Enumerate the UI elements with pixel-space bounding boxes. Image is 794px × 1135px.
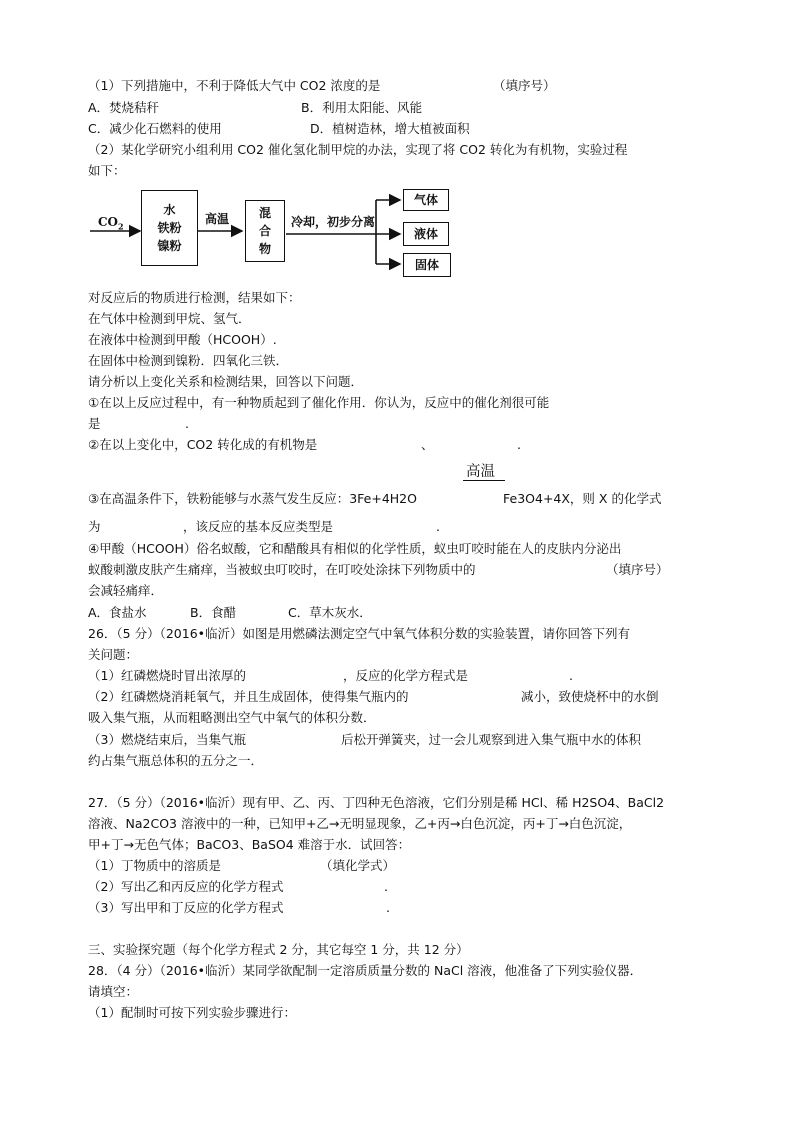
q26-sub1-mid: ，反应的化学方程式是: [343, 668, 469, 683]
reaction-condition-rule: [463, 480, 505, 481]
q26-text-cont: 关问题：: [88, 647, 139, 662]
subq1-text: ①在以上反应过程中，有一种物质起到了催化作用．你认为，反应中的催化剂很可能: [88, 395, 550, 410]
q27-text: 27．（5 分）（2016•临沂）现有甲、乙、丙、丁四种无色溶液，它们分别是稀 HCl、稀 H2SO4、BaCl2: [88, 795, 665, 810]
subq3-equation-right: Fe3O4+4X，则 X 的化学式: [503, 491, 662, 506]
q26-sub1: （1）红磷燃烧时冒出浓厚的: [88, 668, 246, 683]
result-intro: 对反应后的物质进行检测，结果如下：: [88, 290, 301, 305]
q28-sub1: （1）配制时可按下列实验步骤进行：: [88, 1005, 296, 1020]
subq2-end: .: [517, 437, 521, 452]
q2-text: （2）某化学研究小组利用 CO2 催化氢化制甲烷的办法，实现了将 CO2 转化为有机物，实验过程: [88, 142, 628, 157]
q28-text: 28．（4 分）（2016•临沂）某同学欲配制一定溶质质量分数的 NaCl 溶液，他准备了下列实验仪器．: [88, 963, 643, 978]
q27-sub2: （2）写出乙和丙反应的化学方程式: [88, 879, 284, 894]
q26-sub3-cont: 约占集气瓶总体积的五分之一．: [88, 753, 264, 768]
box-liquid: 液体: [403, 222, 449, 246]
result-gas: 在气体中检测到甲烷、氢气．: [88, 311, 251, 326]
box-gas: 气体: [403, 189, 449, 211]
subq4-option-a: A．食盐水: [88, 605, 147, 620]
option-c: C．减少化石燃料的使用: [88, 121, 222, 136]
q1-hint: （填序号）: [493, 78, 556, 93]
subq1-end: .: [185, 416, 189, 431]
box-mixture-line2: 合: [258, 224, 271, 238]
q27-sub3-end: .: [386, 900, 390, 915]
box-mixture-line3: 物: [258, 242, 271, 256]
reaction-condition: 高温: [466, 464, 495, 480]
option-d: D．植树造林，增大植被面积: [310, 121, 470, 136]
q27-text-cont2: 甲+丁→无色气体；BaCO3、BaSO4 难溶于水．试回答：: [88, 837, 411, 852]
subq4-option-c: C．草木灰水．: [288, 605, 372, 620]
q27-sub1: （1）丁物质中的溶质是: [88, 858, 221, 873]
q26-sub2: （2）红磷燃烧消耗氧气，并且生成固体，使得集气瓶内的: [88, 689, 409, 704]
option-a: A．焚烧秸秆: [88, 100, 160, 115]
q28-text-cont: 请填空：: [88, 984, 139, 999]
arrow-heat-label: 高温: [205, 212, 230, 226]
subq4-option-b: B．食醋: [190, 605, 237, 620]
box-mixture: [245, 200, 285, 262]
q27-text-cont1: 溶液、Na2CO3 溶液中的一种，已知甲+乙→无明显现象，乙+丙→白色沉淀，丙+丁→白色沉淀，: [88, 816, 632, 831]
q27-sub1-hint: （填化学式）: [320, 858, 396, 873]
subq3-text-cont: 为: [88, 519, 101, 534]
option-b: B．利用太阳能、风能: [301, 100, 423, 115]
subq3-mid: ，该反应的基本反应类型是: [183, 519, 334, 534]
q26-text: 26．（5 分）（2016•临沂）如图是用燃磷法测定空气中氧气体积分数的实验装置，请你回答下列有: [88, 626, 631, 641]
result-liquid: 在液体中检测到甲酸（HCOOH）.: [88, 332, 277, 347]
q26-sub3-right: 后松开弹簧夹，过一会儿观察到进入集气瓶中水的体积: [341, 732, 642, 747]
instruction: 请分析以上变化关系和检测结果，回答以下问题．: [88, 374, 364, 389]
box-mixture-line1: 混: [258, 206, 271, 220]
subq4-text: ④甲酸（HCOOH）俗名蚁酸，它和醋酸具有相似的化学性质，蚁虫叮咬时能在人的皮肤内分泌出: [88, 541, 622, 556]
q26-sub1-end: .: [569, 668, 573, 683]
q26-sub2-cont: 吸入集气瓶，从而粗略测出空气中氧气的体积分数．: [88, 710, 376, 725]
subq3-text: ③在高温条件下，铁粉能够与水蒸气发生反应：3Fe+4H2O: [88, 491, 417, 506]
arrow-cool-label: 冷却，初步分离: [291, 215, 376, 229]
subq1-text-cont: 是: [88, 416, 101, 431]
box-reactants-line1: 水: [163, 203, 176, 217]
co2-label: $CO_2$: [98, 215, 124, 232]
box-reactants-line2: 铁粉: [157, 221, 182, 235]
box-reactants: [141, 190, 198, 266]
section3-heading: 三、实验探究题（每个化学方程式 2 分，其它每空 1 分，共 12 分）: [88, 942, 469, 957]
q27-sub3: （3）写出甲和丁反应的化学方程式: [88, 900, 284, 915]
q26-sub2-right: 减小，致使烧杯中的水倒: [521, 689, 659, 704]
subq2-text: ②在以上变化中，CO2 转化成的有机物是: [88, 437, 318, 452]
result-solid: 在固体中检测到镍粉．四氧化三铁．: [88, 353, 289, 368]
q26-sub3: （3）燃烧结束后，当集气瓶: [88, 732, 246, 747]
subq4-hint: （填序号）: [606, 562, 669, 577]
box-reactants-line3: 镍粉: [157, 239, 182, 253]
q27-sub2-end: .: [384, 879, 388, 894]
q1-text: （1）下列措施中，不利于降低大气中 CO2 浓度的是: [88, 78, 381, 93]
subq4-text-end: 会减轻痛痒．: [88, 583, 164, 598]
box-solid: 固体: [403, 253, 451, 277]
subq2-separator: 、: [421, 437, 434, 452]
subq4-text-cont: 蚁酸刺激皮肤产生痛痒，当被蚁虫叮咬时，在叮咬处涂抹下列物质中的: [88, 562, 476, 577]
subq3-end: .: [436, 519, 440, 534]
q2-text-cont: 如下：: [88, 163, 126, 178]
